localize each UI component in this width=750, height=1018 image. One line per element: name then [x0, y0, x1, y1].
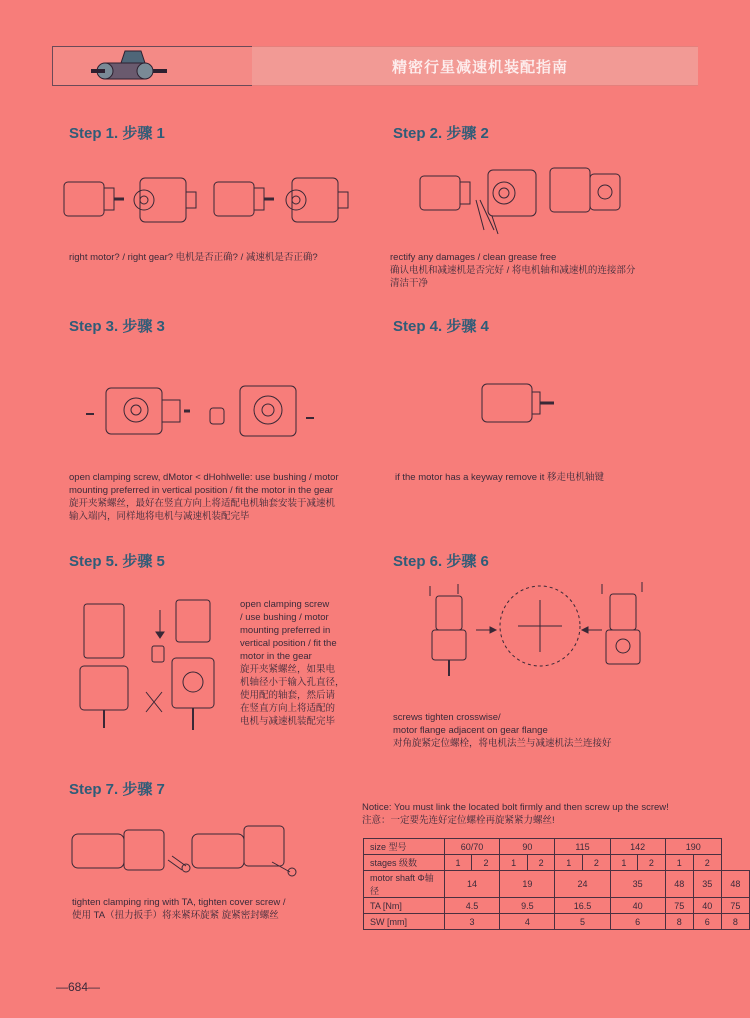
table-cell: 2 [527, 855, 554, 871]
table-cell: 8 [721, 914, 749, 930]
table-cell: 5 [555, 914, 610, 930]
step-4-title: Step 4. 步骤 4 [393, 318, 489, 335]
table-row-label: SW [mm] [364, 914, 445, 930]
table-cell: 75 [665, 898, 693, 914]
table-cell: 2 [638, 855, 665, 871]
step-3-title: Step 3. 步骤 3 [69, 318, 165, 335]
table-cell: 2 [472, 855, 500, 871]
step-5-title: Step 5. 步骤 5 [69, 553, 165, 570]
step-7-figure [68, 820, 318, 882]
table-cell: 35 [693, 871, 721, 898]
table-row [364, 898, 750, 914]
table-cell: 9.5 [500, 898, 555, 914]
page-header [52, 46, 698, 86]
step-6-figure [418, 580, 658, 680]
table-cell: 1 [610, 855, 637, 871]
table-cell: 1 [444, 855, 472, 871]
step-7-text: tighten clamping ring with TA, tighten cover screw / 使用 TA（扭力扳手）将来紧环旋紧 旋紧密封螺丝 [72, 897, 286, 921]
step-3-figure [80, 380, 330, 442]
table-cell: 190 [665, 839, 721, 855]
table-cell: 40 [610, 898, 665, 914]
step-2-text: rectify any damages / clean grease free 确认电机和减速机是否完好 / 将电机轴和减速机的连接部分 清洁干净 [390, 252, 636, 289]
table-row-label: TA [Nm] [364, 898, 445, 914]
table-row-label: motor shaft Φ轴径 [364, 871, 445, 898]
table-cell: 60/70 [444, 839, 500, 855]
table-cell: 40 [693, 898, 721, 914]
table-row [364, 855, 750, 871]
step-1-text: right motor? / right gear? 电机是否正确? / 减速机是否正确? [69, 252, 318, 263]
table-cell: 2 [583, 855, 611, 871]
table-cell: 75 [721, 898, 749, 914]
header-logo-panel [52, 46, 252, 86]
table-row-label: stages 级数 [364, 855, 445, 871]
table-cell: 24 [555, 871, 610, 898]
table-row [364, 871, 750, 898]
table-cell: 115 [555, 839, 610, 855]
spec-table [363, 838, 750, 930]
table-cell: 4.5 [444, 898, 500, 914]
table-row-label: size 型号 [364, 839, 445, 855]
step-7-title: Step 7. 步骤 7 [69, 781, 165, 798]
table-cell: 3 [444, 914, 500, 930]
step-4-figure [478, 380, 558, 426]
table-cell: 6 [610, 914, 665, 930]
step-5-text: open clamping screw / use bushing / motor mounting preferred in vertical position / fit the motor in the gear 旋开夹紧螺丝，如果电 机轴径小于输入孔直径， 使用配的轴套，然后请 在竖直方向上将适配的 电机与减速机装配完毕 [240, 599, 345, 727]
table-cell: 1 [555, 855, 583, 871]
step-1-figure [62, 168, 352, 230]
step-1-title: Step 1. 步骤 1 [69, 125, 165, 142]
table-cell: 142 [610, 839, 665, 855]
table-row [364, 839, 750, 855]
step-2-figure [418, 160, 638, 240]
table-cell: 1 [500, 855, 527, 871]
step-2-title: Step 2. 步骤 2 [393, 125, 489, 142]
table-cell: 35 [610, 871, 665, 898]
table-cell: 2 [693, 855, 721, 871]
table-cell: 90 [500, 839, 555, 855]
page-title: 精密行星减速机装配指南 [391, 58, 568, 76]
table-cell: 16.5 [555, 898, 610, 914]
step-6-title: Step 6. 步骤 6 [393, 553, 489, 570]
notice: Notice: You must link the located bolt firmly and then screw up the screw! 注意：一定要先连好定位螺栓再旋紧紧力螺丝! [362, 802, 669, 826]
page-number: —684— [56, 980, 101, 994]
table-cell: 8 [665, 914, 693, 930]
table-cell: 19 [500, 871, 555, 898]
step-5-figure [76, 596, 236, 736]
table-cell: 6 [693, 914, 721, 930]
gearbox-logo-icon [71, 49, 191, 85]
table-cell: 14 [444, 871, 500, 898]
step-6-text: screws tighten crosswise/ motor flange adjacent on gear flange 对角旋紧定位螺栓，将电机法兰与减速机法兰连接好 [393, 712, 612, 749]
table-cell: 48 [665, 871, 693, 898]
table-cell: 1 [665, 855, 693, 871]
table-cell: 48 [721, 871, 749, 898]
table-row [364, 914, 750, 930]
step-4-text: if the motor has a keyway remove it 移走电机轴键 [395, 472, 605, 483]
table-cell: 4 [500, 914, 555, 930]
step-3-text: open clamping screw, dMotor < dHohlwelle: use bushing / motor mounting preferred in vertical position / fit the motor in the gear 旋开夹紧螺丝，最好在竖直方向上将适配电机轴套安装于减速机 输入端内，同样地将电机与减速机装配完毕 [69, 472, 339, 522]
